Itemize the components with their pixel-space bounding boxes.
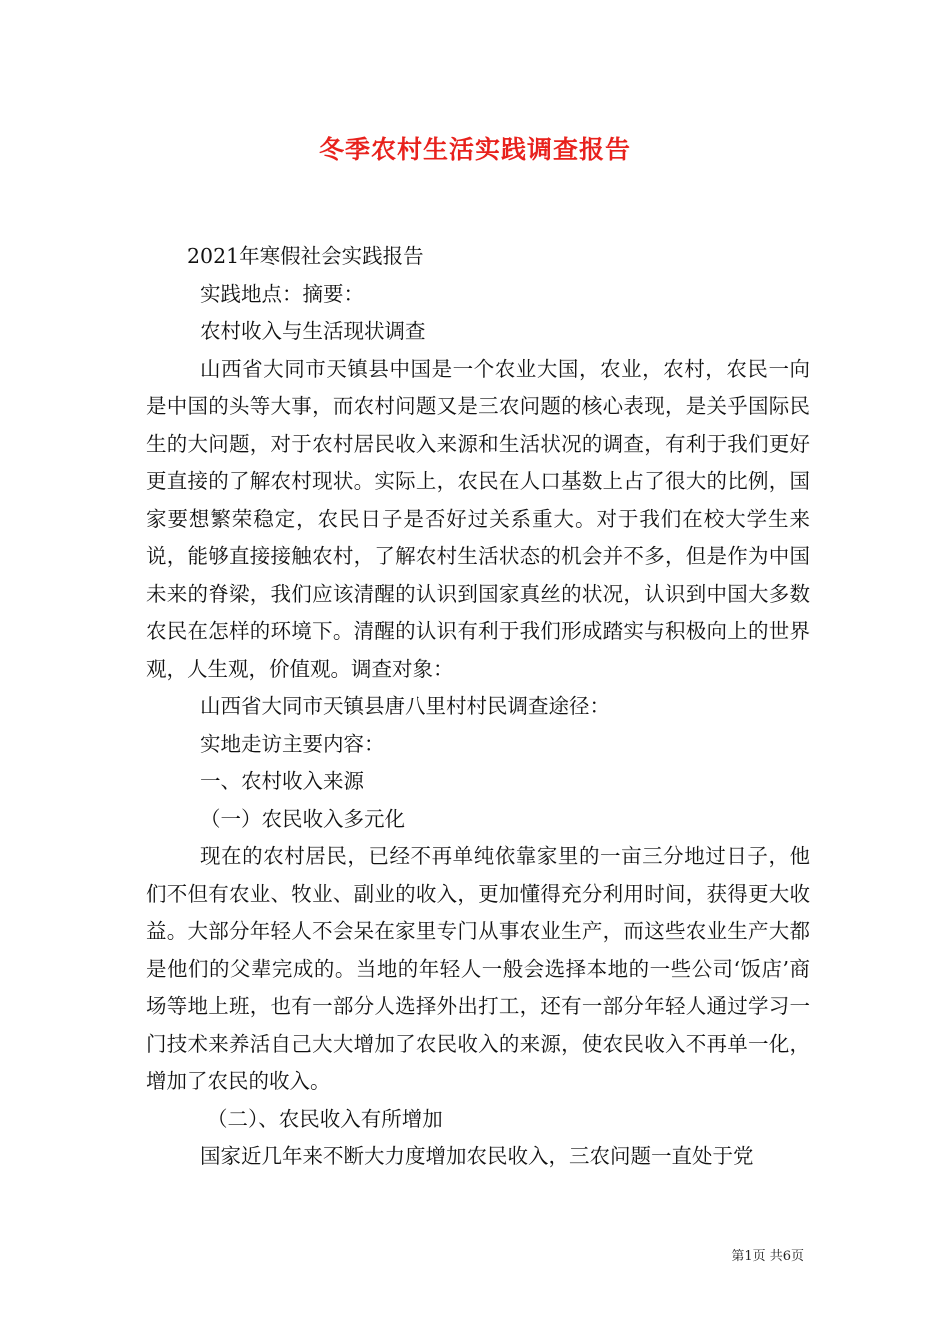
paragraph: 山西省大同市天镇县唐八里村村民调查途径： [200,694,610,718]
document-title: 冬季农村生活实践调查报告 [318,135,631,164]
paragraph: 山西省大同市天镇县中国是一个农业大国，农业，农村，农民一向是中国的头等大事，而农村问题又是三农问题的核心表现，是关乎国际民生的大问题，对于农村居民收入来源和生活状况的调查，有利于我们更好更直接的了解农村现状。实际上，农民在人口基数上占了很大的比例，国家要想繁荣稳定，农民日子是否好过关系重大。对于我们在校大学生来说，能够直接接触农村，了解农村生活状态的机会并不多，但是作为中国未来的脊梁，我们应该清醒的认识到国家真丝的状况，认识到中国大多数农民在怎样的环境下。清醒的认识有利于我们形成踏实与积极向上的世界观，人生观，价值观。调查对象： [146,356,810,681]
subsection-heading: （二）、农民收入有所增加 [207,1106,443,1131]
paragraph: 国家近几年来不断大力度增加农民收入，三农问题一直处于党 [200,1144,754,1168]
paragraph: 实地走访主要内容： [200,731,385,756]
paragraph: 现在的农村居民，已经不再单纯依靠家里的一亩三分地过日子，他们不但有农业、牧业、副业的收入，更加懂得充分利用时间，获得更大收益。大部分年轻人不会呆在家里专门从事农业生产，而这些农业生产大都是他们的父辈完成的。当地的年轻人一般会选择本地的一些公司‘饭店’商场等地上班，也有一部分人选择外出打工，还有一部分年轻人通过学习一门技术来养活自己大大增加了农民收入的来源，使农民收入不再单一化，增加了农民的收入。 [146,844,810,1093]
section-heading: 一、农村收入来源 [200,769,364,793]
document-body [146,238,810,1176]
paragraph: 农村收入与生活现状调查 [200,319,426,343]
page-number: 第1页 共6页 [731,1249,804,1264]
subsection-heading: （一）农民收入多元化 [200,806,405,831]
paragraph: 2021年寒假社会实践报告 [187,244,424,268]
paragraph: 实践地点：摘要： [200,281,364,306]
